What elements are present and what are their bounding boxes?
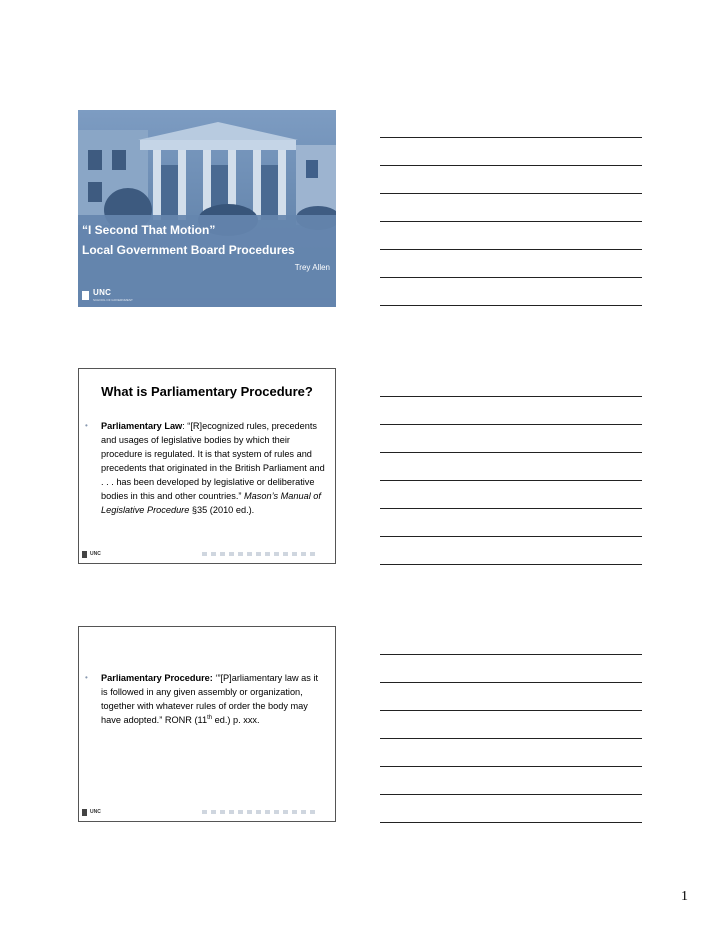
footer-logo-text: UNC [90,551,101,557]
note-line [380,221,642,222]
term-label: Parliamentary Procedure: [101,673,213,683]
note-line [380,452,642,453]
note-line [380,396,642,397]
source-suffix: §35 (2010 ed.). [189,505,255,515]
definition-text: : “[R]ecognized rules, precedents and usages of legislative bodies by which their procedure is regulated. It is that system of rules and precedents that originated in the British Parliament and . . . has been developed by legislative or deliberative bodies in this and other countries.” [101,421,325,501]
note-line [380,480,642,481]
old-well-icon [82,291,89,300]
citation-tail: ed.) p. xxx. [212,715,260,725]
superscript: th [207,714,213,721]
page-number: 1 [681,889,688,904]
footer-logo-text: UNC [90,809,101,815]
note-line [380,766,642,767]
unc-logo [82,288,133,302]
old-well-icon [82,809,87,816]
term-label: Parliamentary Law [101,421,183,431]
unc-logo-subtext: SCHOOL OF GOVERNMENT [93,298,133,302]
slide-title: What is Parliamentary Procedure? [101,384,313,399]
note-line [380,424,642,425]
note-line [380,564,642,565]
note-line [380,137,642,138]
slide-footer [82,807,332,817]
bullet-icon: • [85,673,88,682]
footer-decoration [202,810,315,814]
note-line [380,738,642,739]
old-well-icon [82,551,87,558]
building-photo [78,110,336,307]
bullet-item [85,419,329,517]
presentation-title-line-2: Local Government Board Procedures [82,243,295,257]
note-line [380,249,642,250]
note-line [380,508,642,509]
note-line [380,165,642,166]
bullet-icon: • [85,421,88,430]
unc-logo-text: UNC [93,288,112,297]
slide-parliamentary-law [78,368,336,564]
note-line [380,654,642,655]
note-line [380,710,642,711]
note-line [380,277,642,278]
presentation-title-line-1: “I Second That Motion” [82,223,216,237]
note-line [380,305,642,306]
source-title: Mason’s Manual of Legislative Procedure [101,491,321,515]
bullet-item [85,671,321,727]
note-line [380,822,642,823]
title-slide [78,110,336,307]
slide-parliamentary-procedure [78,626,336,822]
footer-decoration [202,552,315,556]
presenter-name: Trey Allen [294,263,330,272]
note-line [380,536,642,537]
note-line [380,193,642,194]
note-line [380,794,642,795]
definition-text: ‘”[P]arliamentary law as it is followed in any given assembly or organization, together with whatever rules of order the body may have adopted.” RONR (11 [101,673,319,725]
slide-footer [82,549,332,559]
note-line [380,682,642,683]
